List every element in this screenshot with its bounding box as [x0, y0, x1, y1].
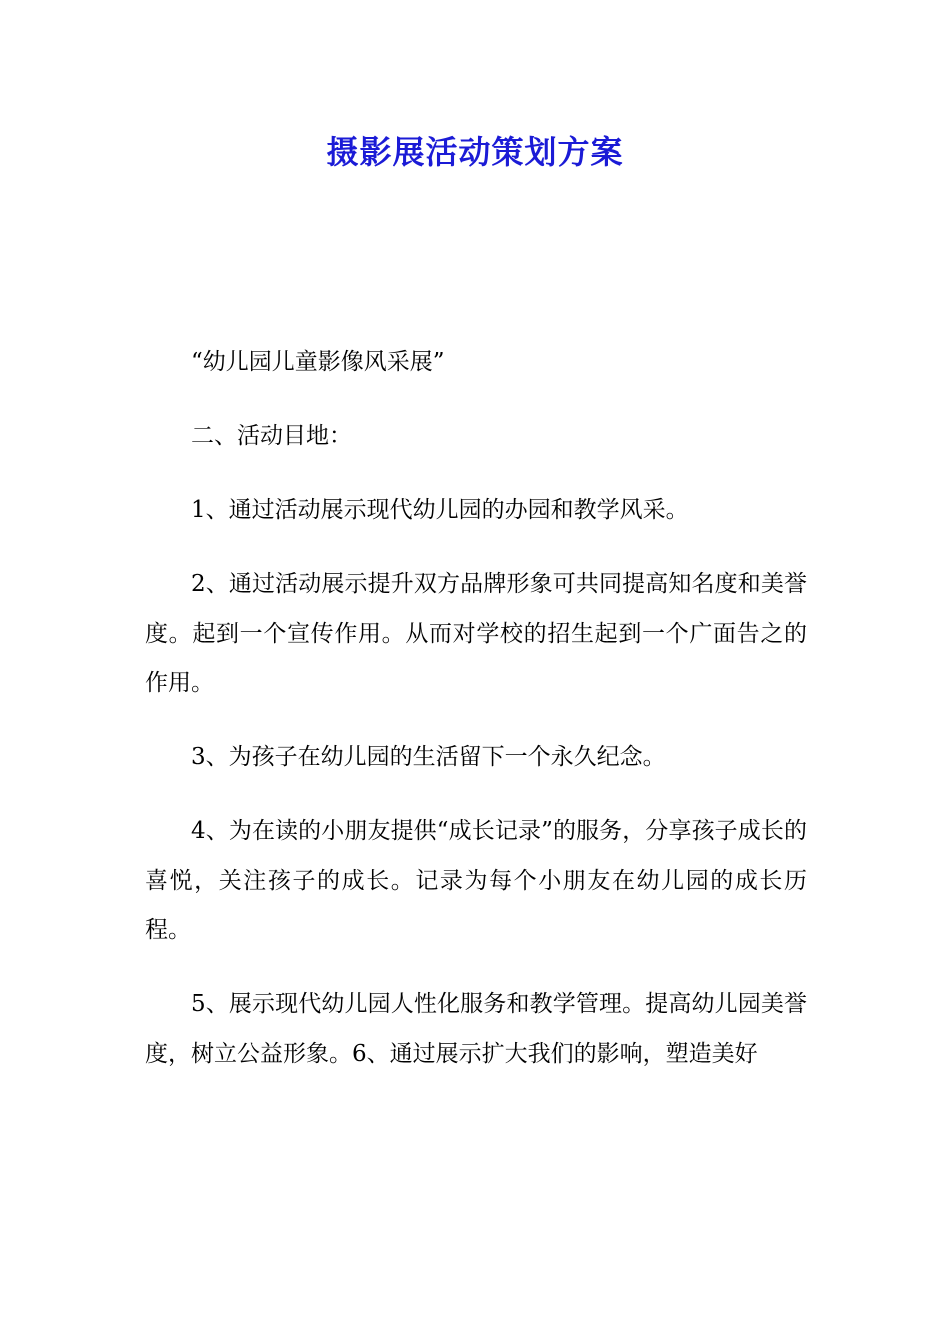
paragraph-item-3: 3、为孩子在幼儿园的生活留下一个永久纪念。 — [191, 744, 666, 770]
paragraph-section-heading: 二、活动目地： — [191, 423, 352, 449]
paragraph-item-2: 2、通过活动展示提升双方品牌形象可共同提高知名度和美誉度。起到一个宣传作用。从而对学校的招生起到一个广面告之的作用。 — [145, 571, 807, 696]
paragraph-item-5: 5、展示现代幼儿园人性化服务和教学管理。提高幼儿园美誉度，树立公益形象。6、通过展示扩大我们的影响，塑造美好 — [145, 991, 807, 1067]
page-title: 摄影展活动策划方案 — [326, 133, 624, 171]
paragraph-event-name: “幼儿园儿童影像风采展” — [191, 349, 445, 375]
document-body — [145, 338, 807, 1079]
paragraph-item-4: 4、为在读的小朋友提供“成长记录”的服务，分享孩子成长的喜悦，关注孩子的成长。记录为每个小朋友在幼儿园的成长历程。 — [145, 818, 807, 943]
paragraph-item-1: 1、通过活动展示现代幼儿园的办园和教学风采。 — [191, 497, 689, 523]
